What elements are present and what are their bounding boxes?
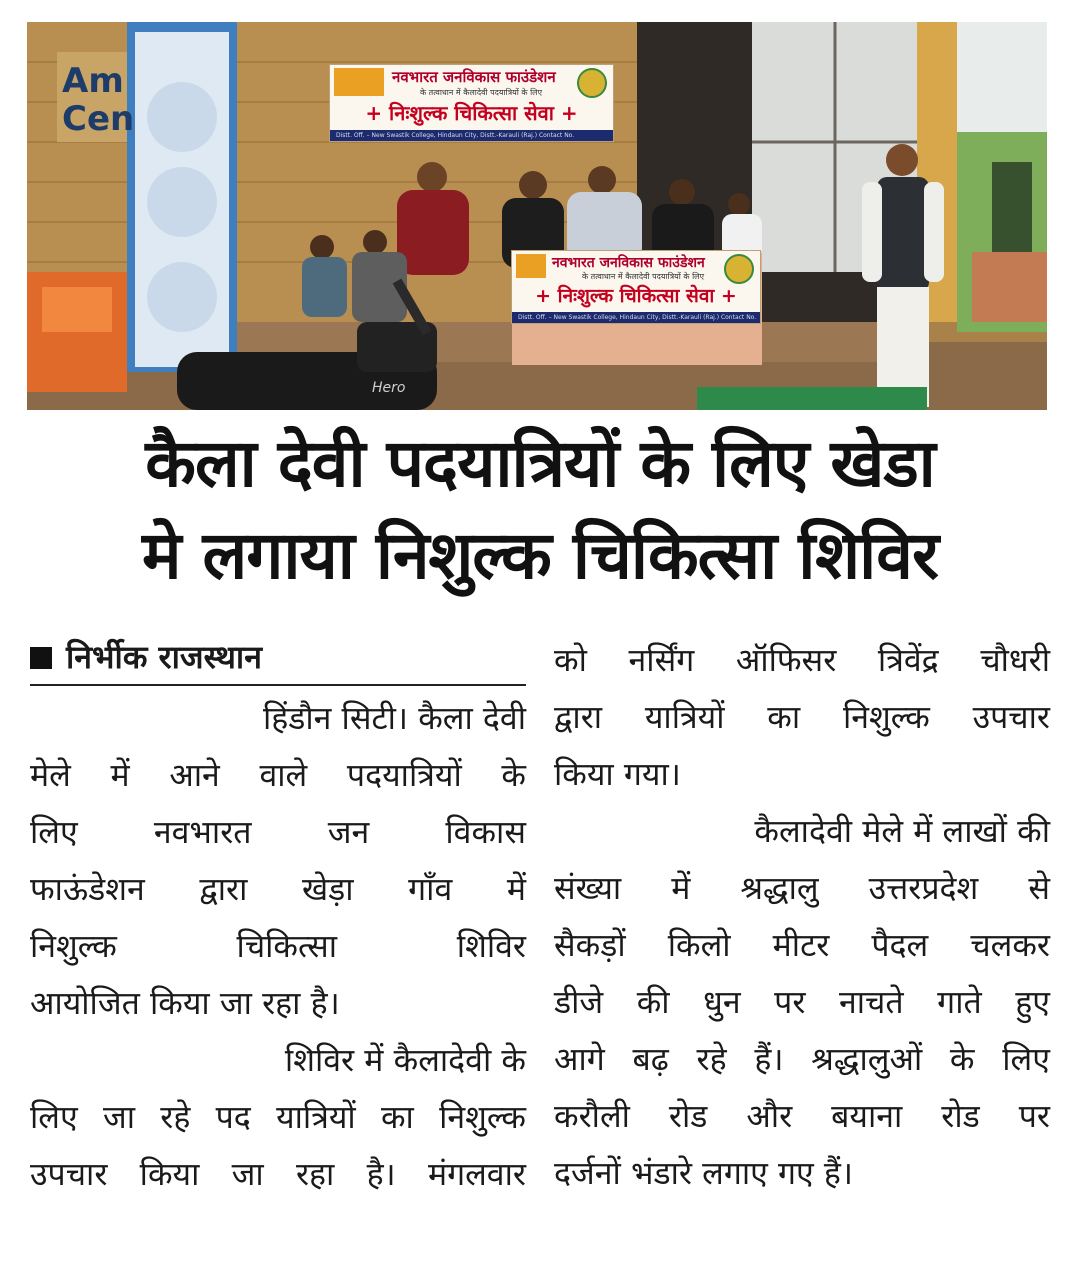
word: मेले xyxy=(30,756,71,794)
word: श्रद्धालु xyxy=(740,869,819,907)
word: उपचार xyxy=(30,1155,108,1193)
word: संख्या xyxy=(554,869,622,907)
text-line xyxy=(554,1088,1050,1145)
text-line xyxy=(30,1146,526,1203)
word: यात्रियों xyxy=(644,698,725,736)
svg-text:Am: Am xyxy=(62,61,124,101)
word: त्रिवेंद्र xyxy=(877,641,939,679)
text-line xyxy=(554,860,1050,917)
word: सैकड़ों xyxy=(554,926,626,964)
word: उत्तरप्रदेश xyxy=(868,869,979,907)
word: किलो xyxy=(667,926,731,964)
word: में xyxy=(671,869,691,907)
headline xyxy=(20,418,1060,602)
word: आगे xyxy=(554,1040,605,1078)
text-line: किया गया। xyxy=(554,755,681,793)
word: और xyxy=(746,1097,793,1135)
word: को xyxy=(554,641,587,679)
foundation-logo-icon xyxy=(577,68,607,98)
text-line xyxy=(554,632,1050,689)
news-photo xyxy=(27,22,1047,410)
word: लिए xyxy=(1002,1040,1050,1078)
text-line xyxy=(30,804,526,861)
svg-text:Cen: Cen xyxy=(62,99,135,139)
word: रहे xyxy=(696,1040,727,1078)
text-line: हिंडौन सिटी। कैला देवी xyxy=(262,699,526,737)
word: विकास xyxy=(445,813,526,851)
word: द्वारा xyxy=(199,870,248,908)
word: जा xyxy=(231,1155,264,1193)
word: नाचते xyxy=(839,983,904,1021)
word: निशुल्क xyxy=(842,698,930,736)
word: पदयात्रियों xyxy=(346,756,462,794)
foundation-logo-icon xyxy=(724,254,754,284)
word: गाँव xyxy=(408,870,453,908)
word: उपचार xyxy=(972,698,1050,736)
word: बयाना xyxy=(831,1097,903,1135)
word: चिकित्सा xyxy=(236,927,338,965)
text-line: आयोजित किया जा रहा है। xyxy=(30,984,340,1022)
word: निशुल्क xyxy=(30,927,117,965)
word: यात्रियों xyxy=(276,1098,356,1136)
word: हैं। xyxy=(754,1040,784,1078)
word: के xyxy=(949,1040,975,1078)
foundation-banner-top xyxy=(329,64,614,142)
banner-subtitle: के तत्वाधान में कैलादेवी पदयात्रियों के लिए xyxy=(420,88,542,97)
banner-footer: Distt. Off. – New Swastik College, Hindaun City, Distt.-Karauli (Raj.) Contact No. xyxy=(330,130,613,141)
word: लिए xyxy=(30,1098,78,1136)
word: डीजे xyxy=(554,983,604,1021)
word: का xyxy=(767,698,801,736)
banner-main-text: + निःशुल्क चिकित्सा सेवा + xyxy=(535,285,737,307)
word: रोड xyxy=(941,1097,980,1135)
word: चौधरी xyxy=(980,641,1050,679)
bike-brand-label: Hero xyxy=(372,380,406,396)
word: में xyxy=(506,870,526,908)
bullet-square-icon xyxy=(30,647,52,669)
headline-line-1: कैला देवी पदयात्रियों के लिए खेडा xyxy=(145,425,935,502)
word: है। xyxy=(366,1155,396,1193)
word: चलकर xyxy=(970,926,1050,964)
headline-line-2: मे लगाया निशुल्क चिकित्सा शिविर xyxy=(142,517,938,594)
word: फाऊंडेशन xyxy=(30,870,145,908)
word: पैदल xyxy=(871,926,929,964)
word: रोड xyxy=(668,1097,708,1135)
word: के xyxy=(501,756,526,794)
word: का xyxy=(380,1098,414,1136)
word: खेड़ा xyxy=(301,870,354,908)
word: निशुल्क xyxy=(439,1098,526,1136)
text-line xyxy=(554,1031,1050,1088)
foundation-banner-table xyxy=(511,250,761,324)
word: बढ़ xyxy=(632,1040,669,1078)
banner-subtitle: के तत्वाधान में कैलादेवी पदयात्रियों के लिए xyxy=(582,272,704,281)
word: मंगलवार xyxy=(427,1155,526,1193)
banner-deity-icon xyxy=(516,254,546,278)
article-column-left xyxy=(30,690,526,1203)
word: शिविर xyxy=(456,927,526,965)
word: पद xyxy=(215,1098,251,1136)
banner-footer: Distt. Off. – New Swastik College, Hindaun City, Distt.-Karauli (Raj.) Contact No. xyxy=(512,312,760,323)
text-line xyxy=(554,974,1050,1031)
word: किया xyxy=(139,1155,200,1193)
word: जा xyxy=(102,1098,135,1136)
word: श्रद्धालुओं xyxy=(811,1040,923,1078)
word: गाते xyxy=(937,983,982,1021)
text-line xyxy=(30,918,526,975)
word: रहा xyxy=(295,1155,335,1193)
text-line xyxy=(554,689,1050,746)
word: पर xyxy=(1018,1097,1050,1135)
word: द्वारा xyxy=(554,698,603,736)
word: करौली xyxy=(554,1097,630,1135)
text-line: दर्जनों भंडारे लगाए गए हैं। xyxy=(554,1154,853,1192)
word: जन xyxy=(327,813,370,851)
text-line: कैलादेवी मेले में लाखों की xyxy=(754,812,1050,850)
word: आने xyxy=(169,756,220,794)
word: की xyxy=(636,983,670,1021)
word: लिए xyxy=(30,813,78,851)
word: से xyxy=(1028,869,1050,907)
byline xyxy=(30,630,526,686)
banner-title: नवभारत जनविकास फाउंडेशन xyxy=(392,68,556,86)
word: ऑफिसर xyxy=(735,641,837,679)
word: धुन xyxy=(703,983,741,1021)
byline-text: निर्भीक राजस्थान xyxy=(66,638,262,676)
text-line xyxy=(30,1089,526,1146)
word: पर xyxy=(774,983,806,1021)
word: मीटर xyxy=(772,926,830,964)
text-line: शिविर में कैलादेवी के xyxy=(284,1041,526,1079)
word: हुए xyxy=(1015,983,1050,1021)
article-column-right xyxy=(554,632,1050,1202)
word: नर्सिंग xyxy=(628,641,695,679)
word: वाले xyxy=(259,756,308,794)
banner-title: नवभारत जनविकास फाउंडेशन xyxy=(552,255,705,271)
word: में xyxy=(110,756,130,794)
text-line xyxy=(30,747,526,804)
text-line xyxy=(554,917,1050,974)
banner-deity-icon xyxy=(334,68,384,96)
word: रहे xyxy=(160,1098,191,1136)
text-line xyxy=(30,861,526,918)
banner-main-text: + निःशुल्क चिकित्सा सेवा + xyxy=(365,101,578,125)
word: नवभारत xyxy=(153,813,252,851)
